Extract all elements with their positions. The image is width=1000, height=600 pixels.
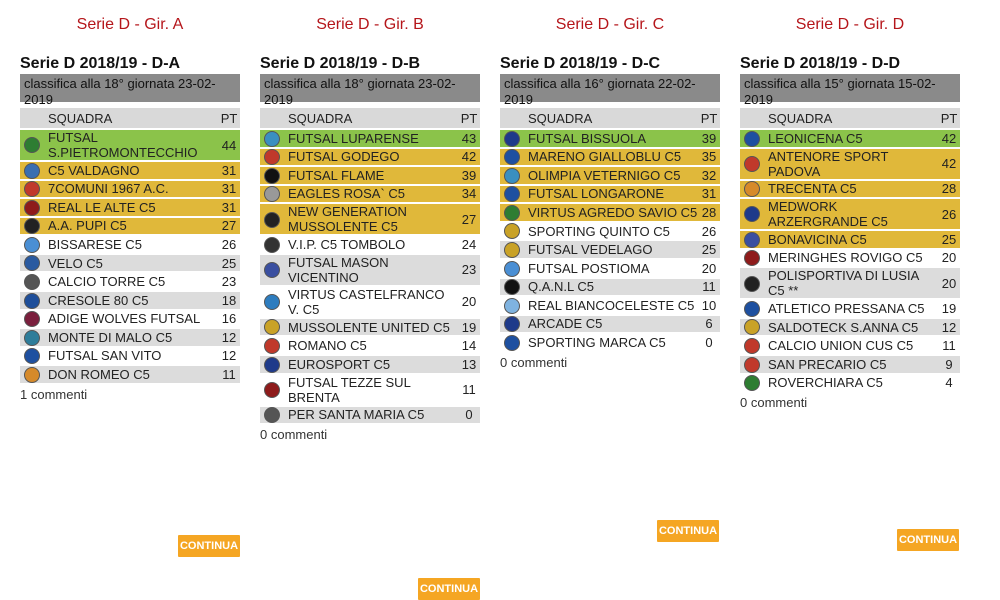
team-logo-icon <box>24 255 40 271</box>
team-name[interactable]: FUTSAL VEDELAGO <box>524 241 698 258</box>
team-logo-icon <box>24 200 40 216</box>
standings-column-c <box>500 0 720 370</box>
table-row[interactable] <box>260 236 480 253</box>
team-points: 31 <box>218 199 240 216</box>
team-name[interactable]: VELO C5 <box>44 255 218 272</box>
team-name[interactable]: ARCADE C5 <box>524 316 698 333</box>
team-logo-icon <box>264 186 280 202</box>
team-name[interactable]: TRECENTA C5 <box>764 181 938 198</box>
team-logo-icon <box>24 348 40 364</box>
team-points: 6 <box>698 316 720 333</box>
team-name[interactable]: VIRTUS AGREDO SAVIO C5 <box>524 204 698 221</box>
table-row[interactable] <box>740 268 960 298</box>
team-points: 42 <box>938 130 960 147</box>
table-row[interactable] <box>740 231 960 248</box>
team-points: 0 <box>698 334 720 351</box>
team-points: 34 <box>458 186 480 203</box>
team-logo-icon <box>264 319 280 335</box>
league-title: Serie D 2018/19 - D-D <box>740 55 901 72</box>
team-name[interactable]: CRESOLE 80 C5 <box>44 292 218 309</box>
table-row[interactable] <box>20 366 240 383</box>
team-points: 28 <box>938 181 960 198</box>
team-name[interactable]: EAGLES ROSA` C5 <box>284 186 458 203</box>
team-name[interactable]: MONTE DI MALO C5 <box>44 329 218 346</box>
team-logo-icon <box>504 261 520 277</box>
table-row[interactable] <box>20 236 240 253</box>
team-points: 0 <box>458 407 480 424</box>
team-name[interactable]: OLIMPIA VETERNIGO C5 <box>524 167 698 184</box>
table-row[interactable] <box>500 297 720 314</box>
team-logo-icon <box>24 137 40 153</box>
comments-link[interactable]: 0 commenti <box>260 427 328 443</box>
table-row[interactable] <box>740 130 960 147</box>
team-points: 13 <box>458 356 480 373</box>
team-points: 25 <box>938 231 960 248</box>
table-row[interactable] <box>740 319 960 336</box>
team-points: 26 <box>218 236 240 253</box>
team-name[interactable]: FUTSAL POSTIOMA <box>524 260 698 277</box>
standings-column-b <box>260 0 480 442</box>
table-row[interactable] <box>500 223 720 240</box>
team-logo-icon <box>744 319 760 335</box>
standings-subtitle: classifica alla 18° giornata 23-02-2019 <box>260 74 480 106</box>
team-logo-icon <box>24 218 40 234</box>
team-points: 4 <box>938 375 960 392</box>
comments-link[interactable]: 1 commenti <box>20 386 88 402</box>
team-points: 31 <box>698 186 720 203</box>
table-row[interactable] <box>500 130 720 147</box>
team-name[interactable]: C5 VALDAGNO <box>44 162 218 179</box>
team-logo-icon <box>264 131 280 147</box>
team-logo-icon <box>744 357 760 373</box>
team-points: 12 <box>218 348 240 365</box>
team-name[interactable]: POLISPORTIVA DI LUSIA C5 ** <box>764 268 938 298</box>
standings-column-d <box>740 0 960 410</box>
team-name[interactable]: V.I.P. C5 TOMBOLO <box>284 236 458 253</box>
team-name[interactable]: REAL LE ALTE C5 <box>44 199 218 216</box>
continua-button[interactable]: CONTINUA <box>657 520 719 542</box>
table-row[interactable] <box>740 250 960 267</box>
table-row[interactable] <box>740 337 960 354</box>
team-points: 24 <box>458 236 480 253</box>
team-logo-icon <box>504 242 520 258</box>
team-logo-icon <box>504 186 520 202</box>
table-row[interactable] <box>20 329 240 346</box>
table-row[interactable] <box>20 348 240 365</box>
team-name[interactable]: EUROSPORT C5 <box>284 356 458 373</box>
table-row[interactable] <box>500 241 720 258</box>
team-logo-icon <box>744 181 760 197</box>
team-points: 14 <box>458 337 480 354</box>
continua-button[interactable]: CONTINUA <box>418 578 480 600</box>
group-title[interactable]: Serie D - Gir. D <box>795 16 905 33</box>
header-team: SQUADRA <box>284 108 458 128</box>
header-points: PT <box>938 108 960 128</box>
team-points: 42 <box>938 149 960 179</box>
team-points: 25 <box>218 255 240 272</box>
team-logo-icon <box>264 168 280 184</box>
team-points: 32 <box>698 167 720 184</box>
team-points: 42 <box>458 149 480 166</box>
team-logo-icon <box>744 250 760 266</box>
team-name[interactable]: MEDWORK ARZERGRANDE C5 <box>764 199 938 229</box>
table-row[interactable] <box>20 255 240 272</box>
table-row[interactable] <box>740 199 960 229</box>
team-name[interactable]: SALDOTECK S.ANNA C5 <box>764 319 938 336</box>
team-name[interactable]: ATLETICO PRESSANA C5 <box>764 300 938 317</box>
team-name[interactable]: Q.A.N.L C5 <box>524 279 698 296</box>
team-points: 28 <box>698 204 720 221</box>
header-team: SQUADRA <box>764 108 938 128</box>
team-points: 27 <box>218 218 240 235</box>
table-header <box>740 108 960 128</box>
team-name[interactable]: FUTSAL FLAME <box>284 167 458 184</box>
team-points: 19 <box>938 300 960 317</box>
team-name[interactable]: LEONICENA C5 <box>764 130 938 147</box>
comments-link[interactable]: 0 commenti <box>500 354 568 370</box>
team-name[interactable]: ADIGE WOLVES FUTSAL <box>44 311 218 328</box>
table-row[interactable] <box>260 356 480 373</box>
team-points: 23 <box>458 255 480 285</box>
team-logo-icon <box>264 149 280 165</box>
team-logo-icon <box>504 335 520 351</box>
team-points: 16 <box>218 311 240 328</box>
team-logo-icon <box>24 163 40 179</box>
league-title: Serie D 2018/19 - D-B <box>260 55 421 72</box>
table-row[interactable] <box>500 279 720 296</box>
team-points: 39 <box>458 167 480 184</box>
table-row[interactable] <box>20 218 240 235</box>
team-logo-icon <box>24 293 40 309</box>
team-name[interactable]: FUTSAL SAN VITO <box>44 348 218 365</box>
team-points: 27 <box>458 204 480 234</box>
table-row[interactable] <box>20 199 240 216</box>
team-points: 12 <box>938 319 960 336</box>
team-name[interactable]: FUTSAL LONGARONE <box>524 186 698 203</box>
team-logo-icon <box>744 276 760 292</box>
team-name[interactable]: NEW GENERATION MUSSOLENTE C5 <box>284 204 458 234</box>
team-name[interactable]: BISSARESE C5 <box>44 236 218 253</box>
team-points: 26 <box>938 199 960 229</box>
header-points: PT <box>698 108 720 128</box>
team-name[interactable]: CALCIO UNION CUS C5 <box>764 337 938 354</box>
team-points: 20 <box>698 260 720 277</box>
team-name[interactable]: ROMANO C5 <box>284 337 458 354</box>
team-name[interactable]: FUTSAL MASON VICENTINO <box>284 255 458 285</box>
table-row[interactable] <box>740 356 960 373</box>
table-row[interactable] <box>260 167 480 184</box>
team-name[interactable]: SAN PRECARIO C5 <box>764 356 938 373</box>
table-row[interactable] <box>500 186 720 203</box>
table-row[interactable] <box>260 204 480 234</box>
team-name[interactable]: DON ROMEO C5 <box>44 366 218 383</box>
table-row[interactable] <box>260 407 480 424</box>
team-name[interactable]: REAL BIANCOCELESTE C5 <box>524 297 698 314</box>
team-name[interactable]: ANTENORE SPORT PADOVA <box>764 149 938 179</box>
table-row[interactable] <box>20 311 240 328</box>
standings-table <box>740 106 960 393</box>
team-points: 31 <box>218 162 240 179</box>
team-points: 20 <box>458 287 480 317</box>
table-row[interactable] <box>500 334 720 351</box>
table-row[interactable] <box>500 204 720 221</box>
team-name[interactable]: MUSSOLENTE UNITED C5 <box>284 319 458 336</box>
team-points: 11 <box>938 337 960 354</box>
table-row[interactable] <box>20 162 240 179</box>
team-logo-icon <box>744 338 760 354</box>
header-team: SQUADRA <box>524 108 698 128</box>
continua-button[interactable]: CONTINUA <box>897 529 959 551</box>
team-logo-icon <box>264 357 280 373</box>
team-logo-icon <box>24 237 40 253</box>
league-title: Serie D 2018/19 - D-C <box>500 55 661 72</box>
team-logo-icon <box>264 237 280 253</box>
team-logo-icon <box>744 375 760 391</box>
table-header <box>500 108 720 128</box>
team-logo-icon <box>264 262 280 278</box>
table-row[interactable] <box>20 181 240 198</box>
team-logo-icon <box>504 316 520 332</box>
team-logo-icon <box>744 131 760 147</box>
table-row[interactable] <box>260 255 480 285</box>
team-logo-icon <box>264 407 280 423</box>
team-logo-icon <box>504 298 520 314</box>
standings-subtitle: classifica alla 18° giornata 23-02-2019 <box>20 74 240 106</box>
team-name[interactable]: A.A. PUPI C5 <box>44 218 218 235</box>
table-row[interactable] <box>260 130 480 147</box>
team-points: 39 <box>698 130 720 147</box>
team-logo-icon <box>504 223 520 239</box>
standings-subtitle: classifica alla 15° giornata 15-02-2019 <box>740 74 960 106</box>
league-title: Serie D 2018/19 - D-A <box>20 55 181 72</box>
team-points: 25 <box>698 241 720 258</box>
team-points: 26 <box>698 223 720 240</box>
table-row[interactable] <box>740 375 960 392</box>
team-logo-icon <box>744 301 760 317</box>
standings-subtitle: classifica alla 16° giornata 22-02-2019 <box>500 74 720 106</box>
table-row[interactable] <box>260 319 480 336</box>
team-points: 44 <box>218 130 240 160</box>
team-points: 20 <box>938 250 960 267</box>
group-title[interactable]: Serie D - Gir. C <box>555 16 665 33</box>
table-row[interactable] <box>260 375 480 405</box>
team-logo-icon <box>264 382 280 398</box>
header-team: SQUADRA <box>44 108 218 128</box>
team-points: 20 <box>938 268 960 298</box>
header-points: PT <box>458 108 480 128</box>
team-logo-icon <box>24 330 40 346</box>
team-name[interactable]: BONAVICINA C5 <box>764 231 938 248</box>
team-points: 43 <box>458 130 480 147</box>
table-row[interactable] <box>740 181 960 198</box>
table-row[interactable] <box>500 167 720 184</box>
team-logo-icon <box>24 367 40 383</box>
table-row[interactable] <box>260 186 480 203</box>
table-row[interactable] <box>260 337 480 354</box>
team-name[interactable]: FUTSAL LUPARENSE <box>284 130 458 147</box>
team-logo-icon <box>24 181 40 197</box>
team-logo-icon <box>504 168 520 184</box>
team-name[interactable]: MERINGHES ROVIGO C5 <box>764 250 938 267</box>
comments-link[interactable]: 0 commenti <box>740 395 808 411</box>
team-logo-icon <box>24 274 40 290</box>
team-logo-icon <box>264 294 280 310</box>
table-header <box>20 108 240 128</box>
standings-table <box>260 106 480 425</box>
team-logo-icon <box>24 311 40 327</box>
team-name[interactable]: ROVERCHIARA C5 <box>764 375 938 392</box>
team-name[interactable]: MARENO GIALLOBLU C5 <box>524 149 698 166</box>
team-name[interactable]: FUTSAL TEZZE SUL BRENTA <box>284 375 458 405</box>
header-points: PT <box>218 108 240 128</box>
team-points: 12 <box>218 329 240 346</box>
team-points: 23 <box>218 273 240 290</box>
team-name[interactable]: PER SANTA MARIA C5 <box>284 407 458 424</box>
team-points: 18 <box>218 292 240 309</box>
table-row[interactable] <box>20 273 240 290</box>
standings-column-a <box>20 0 240 402</box>
team-points: 35 <box>698 149 720 166</box>
team-name[interactable]: SPORTING MARCA C5 <box>524 334 698 351</box>
team-name[interactable]: FUTSAL BISSUOLA <box>524 130 698 147</box>
team-logo-icon <box>264 338 280 354</box>
table-row[interactable] <box>20 292 240 309</box>
team-points: 11 <box>458 375 480 405</box>
standings-table <box>500 106 720 353</box>
team-logo-icon <box>264 212 280 228</box>
team-points: 11 <box>218 366 240 383</box>
team-name[interactable]: VIRTUS CASTELFRANCO V. C5 <box>284 287 458 317</box>
group-title[interactable]: Serie D - Gir. B <box>316 16 424 33</box>
team-logo-icon <box>744 232 760 248</box>
team-points: 11 <box>698 279 720 296</box>
continua-button[interactable]: CONTINUA <box>178 535 240 557</box>
team-logo-icon <box>504 279 520 295</box>
group-title[interactable]: Serie D - Gir. A <box>76 16 184 33</box>
team-logo-icon <box>744 206 760 222</box>
table-row[interactable] <box>740 300 960 317</box>
table-row[interactable] <box>500 316 720 333</box>
team-points: 31 <box>218 181 240 198</box>
table-row[interactable] <box>260 149 480 166</box>
table-header <box>260 108 480 128</box>
team-name[interactable]: 7COMUNI 1967 A.C. <box>44 181 218 198</box>
table-row[interactable] <box>740 149 960 179</box>
table-row[interactable] <box>500 260 720 277</box>
team-name[interactable]: SPORTING QUINTO C5 <box>524 223 698 240</box>
standings-table <box>20 106 240 385</box>
team-logo-icon <box>504 149 520 165</box>
table-row[interactable] <box>260 287 480 317</box>
table-row[interactable] <box>20 130 240 160</box>
team-name[interactable]: FUTSAL GODEGO <box>284 149 458 166</box>
team-points: 19 <box>458 319 480 336</box>
team-logo-icon <box>504 205 520 221</box>
team-points: 9 <box>938 356 960 373</box>
team-name[interactable]: CALCIO TORRE C5 <box>44 273 218 290</box>
table-row[interactable] <box>500 149 720 166</box>
team-name[interactable]: FUTSAL S.PIETROMONTECCHIO <box>44 130 218 160</box>
team-logo-icon <box>744 156 760 172</box>
team-logo-icon <box>504 131 520 147</box>
team-points: 10 <box>698 297 720 314</box>
